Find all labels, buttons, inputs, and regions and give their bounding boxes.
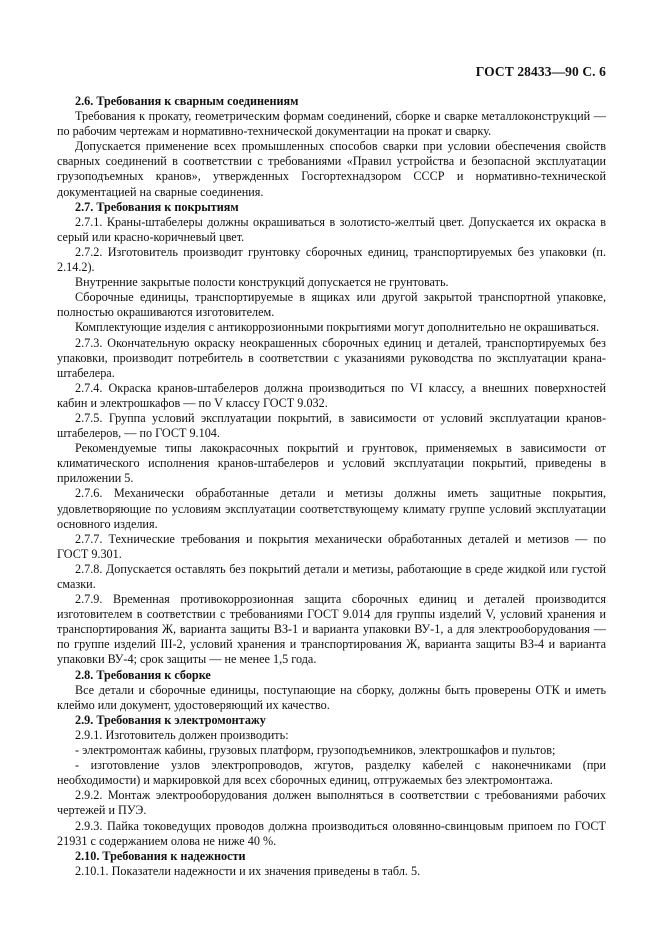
paragraph: 2.7.6. Механически обработанные детали и метизы должны иметь защитные покрытия, удовлетворяющие по условиям эксплуатации соответствующему климату группе условий эксплуатации основного изделия. [57,486,606,531]
paragraph: 2.7.4. Окраска кранов-штабелеров должна производиться по VI классу, а внешних поверхностей кабин и электрошкафов — по V классу ГОСТ 9.032. [57,380,606,410]
paragraph: Все детали и сборочные единицы, поступающие на сборку, должны быть проверены ОТК и иметь клеймо или документ, удостоверяющий их качество. [57,682,606,712]
section-heading: 2.8. Требования к сборке [75,667,211,682]
paragraph: - электромонтаж кабины, грузовых платформ, грузоподъемников, электрошкафов и пультов; [75,743,556,758]
section-heading: 2.7. Требования к покрытиям [75,199,239,214]
paragraph: 2.7.1. Краны-штабелеры должны окрашиваться в золотисто-желтый цвет. Допускается их окраска в серый или красно-коричневый цвет. [57,214,606,244]
paragraph: Внутренние закрытые полости конструкций допускается не грунтовать. [75,275,449,290]
section-heading: 2.6. Требования к сварным соединениям [75,94,299,108]
paragraph: - изготовление узлов электропроводов, жгутов, разделку кабелей с наконечниками (при необходимости) и маркировкой для всех сборочных единиц, отгружаемых без электромонтажа. [57,758,606,788]
paragraph: 2.9.3. Пайка токоведущих проводов должна производиться оловянно-свинцовым припоем по ГОСТ 21931 с содержанием олова не ниже 40 %. [57,818,606,848]
paragraph: 2.7.7. Технические требования и покрытия механически обработанных деталей и метизов — по ГОСТ 9.301. [57,531,606,561]
paragraph: Сборочные единицы, транспортируемые в ящиках или другой закрытой транспортной упаковке, полностью окрашиваются изготовителем. [57,290,606,320]
paragraph: 2.9.1. Изготовитель должен производить: [75,727,289,742]
paragraph: 2.7.9. Временная противокоррозионная защита сборочных единиц и деталей производится изготовителем в соответствии с требованиями ГОСТ 9.014 для группы изделий V, условий хранения и транспортирования Ж, варианта защиты ВЗ-1 и варианта упаковки ВУ-1, а для электрооборудования — по группе изделий III-2, условий хранения и транспортирования Ж, варианта защиты ВЗ-4 и варианта упаковки ВУ-4; срок защиты — не менее 1,5 года. [57,592,606,667]
paragraph: Комплектующие изделия с антикоррозионными покрытиями могут дополнительно не окрашиваться. [75,320,600,335]
section-heading: 2.9. Требования к электромонтажу [75,712,266,727]
paragraph: 2.10.1. Показатели надежности и их значения приведены в табл. 5. [75,863,421,878]
paragraph: 2.7.8. Допускается оставлять без покрытий детали и метизы, работающие в среде жидкой или густой смазки. [57,561,606,591]
paragraph: 2.7.2. Изготовитель производит грунтовку сборочных единиц, транспортируемых без упаковки (п. 2.14.2). [57,244,606,275]
paragraph: Допускается применение всех промышленных способов сварки при условии обеспечения свойств сварных соединений в соответствии с требованиями «Правил устройства и безопасной эксплуатации грузоподъемных кранов», утвержденных Госгортехнадзором СССР и нормативно-технической документацией на сварные соединения. [57,139,606,199]
paragraph: Требования к прокату, геометрическим формам соединений, сборке и сварке металлоконструкций — по рабочим чертежам и нормативно-технической документации на прокат и сварку. [57,109,606,139]
paragraph: Рекомендуемые типы лакокрасочных покрытий и грунтовок, применяемых в зависимости от климатического исполнения кранов-штабелеров и условий эксплуатации покрытий, приведены в приложении 5. [57,441,606,486]
paragraph: 2.9.2. Монтаж электрооборудования должен выполняться в соответствии с требованиями рабочих чертежей и ПУЭ. [57,788,606,818]
page-header: ГОСТ 28433—90 С. 6 [475,64,606,79]
section-heading: 2.10. Требования к надежности [75,848,246,863]
document-body [57,94,606,879]
paragraph: 2.7.5. Группа условий эксплуатации покрытий, в зависимости от условий эксплуатации кранов-штабелеров, — по ГОСТ 9.104. [57,410,606,441]
paragraph: 2.7.3. Окончательную окраску неокрашенных сборочных единиц и деталей, транспортируемых без упаковки, производит потребитель в соответствии с указаниями руководства по эксплуатации крана-штабелера. [57,335,606,380]
